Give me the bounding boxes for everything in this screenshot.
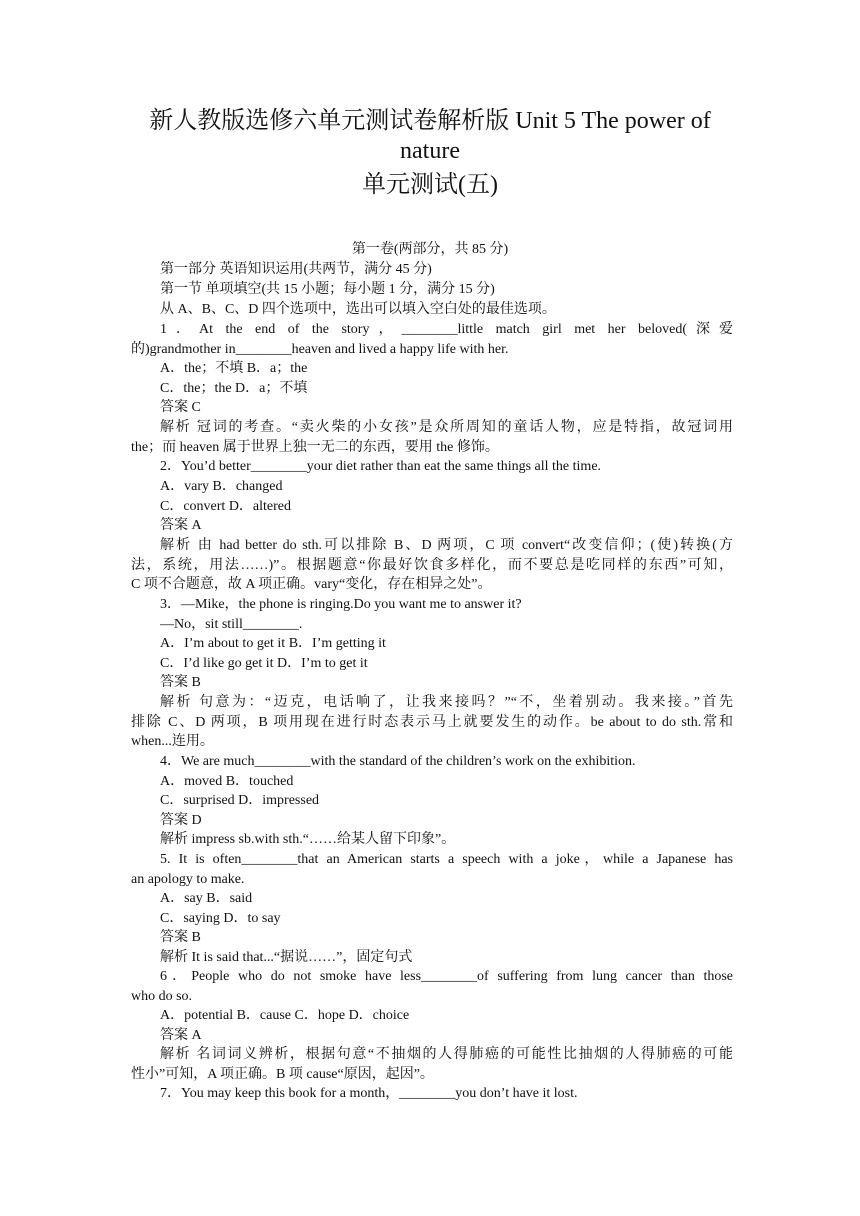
document-subtitle: 单元测试(五) [362,172,498,198]
section-heading: 第一卷(两部分，共 85 分) [351,242,509,257]
option-line: A．I’m about to get it B．I’m getting it [160,636,386,651]
answer-line: 答案 B [160,930,201,945]
question-text: who do so. [131,989,193,1004]
explanation-line: 解析 名词词义辨析，根据句意“不抽烟的人得肺癌的可能性比抽烟的人得肺癌的可能 [160,1047,733,1062]
document-title-line1: 新人教版选修六单元测试卷解析版 Unit 5 The power of [149,108,711,134]
question-text: 5. It is often________that an American starts a speech with a joke，while a Japanese has [160,852,733,867]
explanation-line: C 项不合题意，故 A 项正确。vary“变化，存在相异之处”。 [131,577,492,592]
option-line: C．surprised D．impressed [160,793,320,808]
explanation-line: 性小”可知，A 项正确。B 项 cause“原因，起因”。 [131,1067,434,1082]
option-line: C．I’d like go get it D．I’m to get it [160,656,368,671]
option-line: A．the；不填 B．a；the [160,361,308,376]
explanation-line: when...连用。 [131,734,214,749]
answer-line: 答案 D [160,813,202,828]
option-line: C．convert D．altered [160,499,292,514]
explanation-line: 排除 C、D 两项，B 项用现在进行时态表示马上就要发生的动作。be about to do sth.常和 [131,715,733,730]
answer-line: 答案 A [160,1028,202,1043]
explanation-line: 解析 It is said that...“据说……”，固定句式 [160,950,413,965]
document-title-line2: nature [400,138,460,164]
explanation-line: 解析 句意为：“迈克，电话响了，让我来接吗？”“不，坐着别动。我来接。”首先 [160,695,733,710]
part-heading: 第一部分 英语知识运用(共两节，满分 45 分) [160,262,432,277]
question-text: —No，sit still________. [160,617,303,632]
explanation-line: 解析 由 had better do sth.可以排除 B、D 两项，C 项 convert“改变信仰；(使)转换(方 [160,538,733,553]
explanation-line: 解析 impress sb.with sth.“……给某人留下印象”。 [160,832,456,847]
instruction-text: 从 A、B、C、D 四个选项中，选出可以填入空白处的最佳选项。 [160,302,556,317]
answer-line: 答案 A [160,518,202,533]
option-line: A．potential B．cause C．hope D．choice [160,1008,410,1023]
option-line: C．the；the D．a；不填 [160,381,308,396]
question-text: 的)grandmother in________heaven and lived a happy life with her. [131,342,509,357]
question-text: 6．People who do not smoke have less________of suffering from lung cancer than those [160,969,733,984]
explanation-line: 解析 冠词的考查。“卖火柴的小女孩”是众所周知的童话人物，应是特指，故冠词用 [160,420,733,435]
question-text: 4．We are much________with the standard of the children’s work on the exhibition. [160,754,636,769]
question-text: 3．—Mike，the phone is ringing.Do you want me to answer it? [160,597,522,612]
question-text: 1．At the end of the story，________little match girl met her beloved(深爱 [160,322,733,337]
option-line: A．say B．said [160,891,253,906]
option-line: A．moved B．touched [160,774,294,789]
question-text: an apology to make. [131,872,245,887]
subsection-heading: 第一节 单项填空(共 15 小题；每小题 1 分，满分 15 分) [160,282,495,297]
explanation-line: 法，系统，用法……)”。根据题意“你最好饮食多样化，而不要总是吃同样的东西”可知， [131,558,733,573]
question-text: 7．You may keep this book for a month，________you don’t have it lost. [160,1086,578,1101]
answer-line: 答案 B [160,675,201,690]
explanation-line: the；而 heaven 属于世界上独一无二的东西，要用 the 修饰。 [131,440,499,455]
answer-line: 答案 C [160,400,201,415]
option-line: C．saying D．to say [160,911,281,926]
question-text: 2．You’d better________your diet rather than eat the same things all the time. [160,459,602,474]
option-line: A．vary B．changed [160,479,283,494]
